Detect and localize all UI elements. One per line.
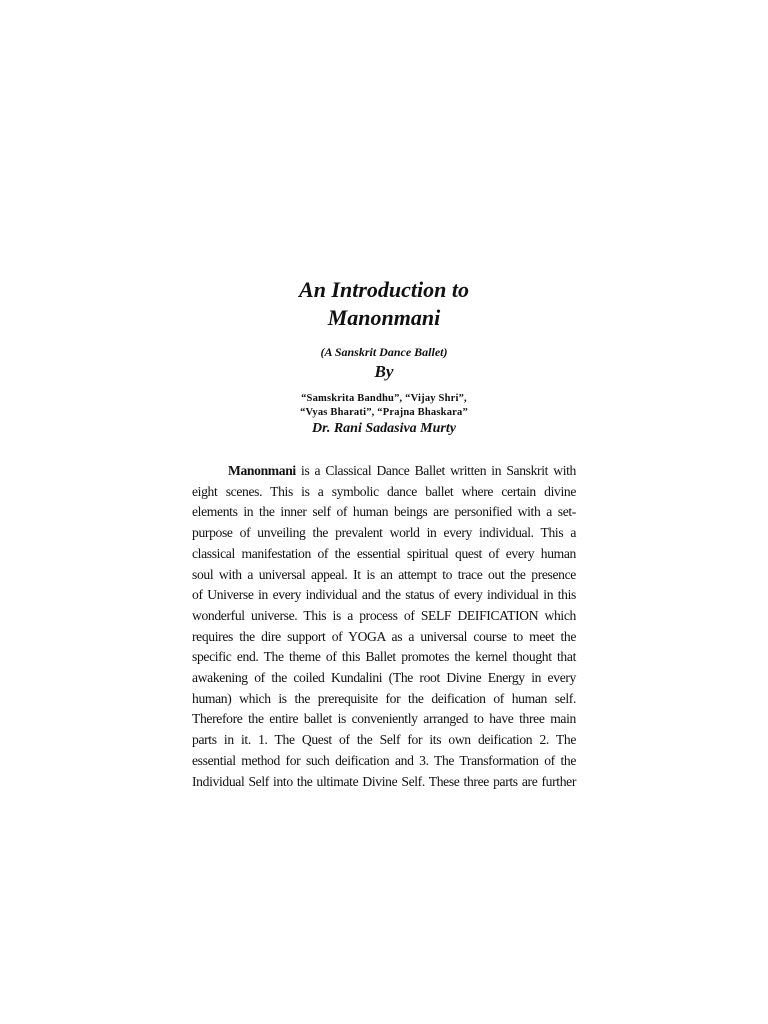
paragraph-line: parts in it. 1. The Quest of the Self for its own deification 2. The: [192, 732, 576, 748]
paragraph-line: specific end. The theme of this Ballet promotes the kernel thought that: [192, 649, 576, 665]
title-block: [0, 276, 768, 437]
title-line-2: Manonmani: [327, 305, 441, 330]
paragraph-line: purpose of unveiling the prevalent world in every individual. This a: [192, 525, 576, 541]
paragraph-line: Therefore the entire ballet is conveniently arranged to have three main: [192, 711, 576, 727]
paragraph-lead: Manonmani: [228, 463, 296, 478]
body-paragraph: [192, 461, 576, 792]
paragraph-line: requires the dire support of YOGA as a universal course to meet the: [192, 628, 576, 644]
subtitle: (A Sanskrit Dance Ballet): [320, 345, 448, 359]
paragraph-line: elements in the inner self of human beings are personified with a set-: [192, 504, 576, 520]
paragraph-line: eight scenes. This is a symbolic dance ballet where certain divine: [192, 483, 576, 499]
paragraph-line: of Universe in every individual and the status of every individual in this: [192, 587, 576, 603]
author-epithets: [0, 392, 768, 420]
by-label: By: [374, 362, 394, 381]
author-name: Dr. Rani Sadasiva Murty: [312, 421, 456, 436]
paragraph-line: soul with a universal appeal. It is an attempt to trace out the presence: [192, 566, 576, 582]
title-line-1: An Introduction to: [299, 277, 469, 302]
epithets-line-1: “Samskrita Bandhu”, “Vijay Shri”,: [301, 393, 467, 404]
paragraph-line: essential method for such deification and 3. The Transformation of the: [192, 752, 576, 768]
paragraph-line: awakening of the coiled Kundalini (The root Divine Energy in every: [192, 670, 576, 686]
paragraph-line: human) which is the prerequisite for the deification of human self.: [192, 690, 576, 706]
paragraph-line: wonderful universe. This is a process of SELF DEIFICATION which: [192, 607, 576, 623]
epithets-line-2: “Vyas Bharati”, “Prajna Bhaskara”: [300, 407, 468, 418]
paragraph-line: classical manifestation of the essential spiritual quest of every human: [192, 545, 576, 561]
paragraph-line-text: is a Classical Dance Ballet written in Sanskrit with: [295, 463, 576, 478]
paragraph-line: Individual Self into the ultimate Divine Self. These three parts are further: [192, 773, 576, 789]
paragraph-line: [192, 461, 576, 482]
